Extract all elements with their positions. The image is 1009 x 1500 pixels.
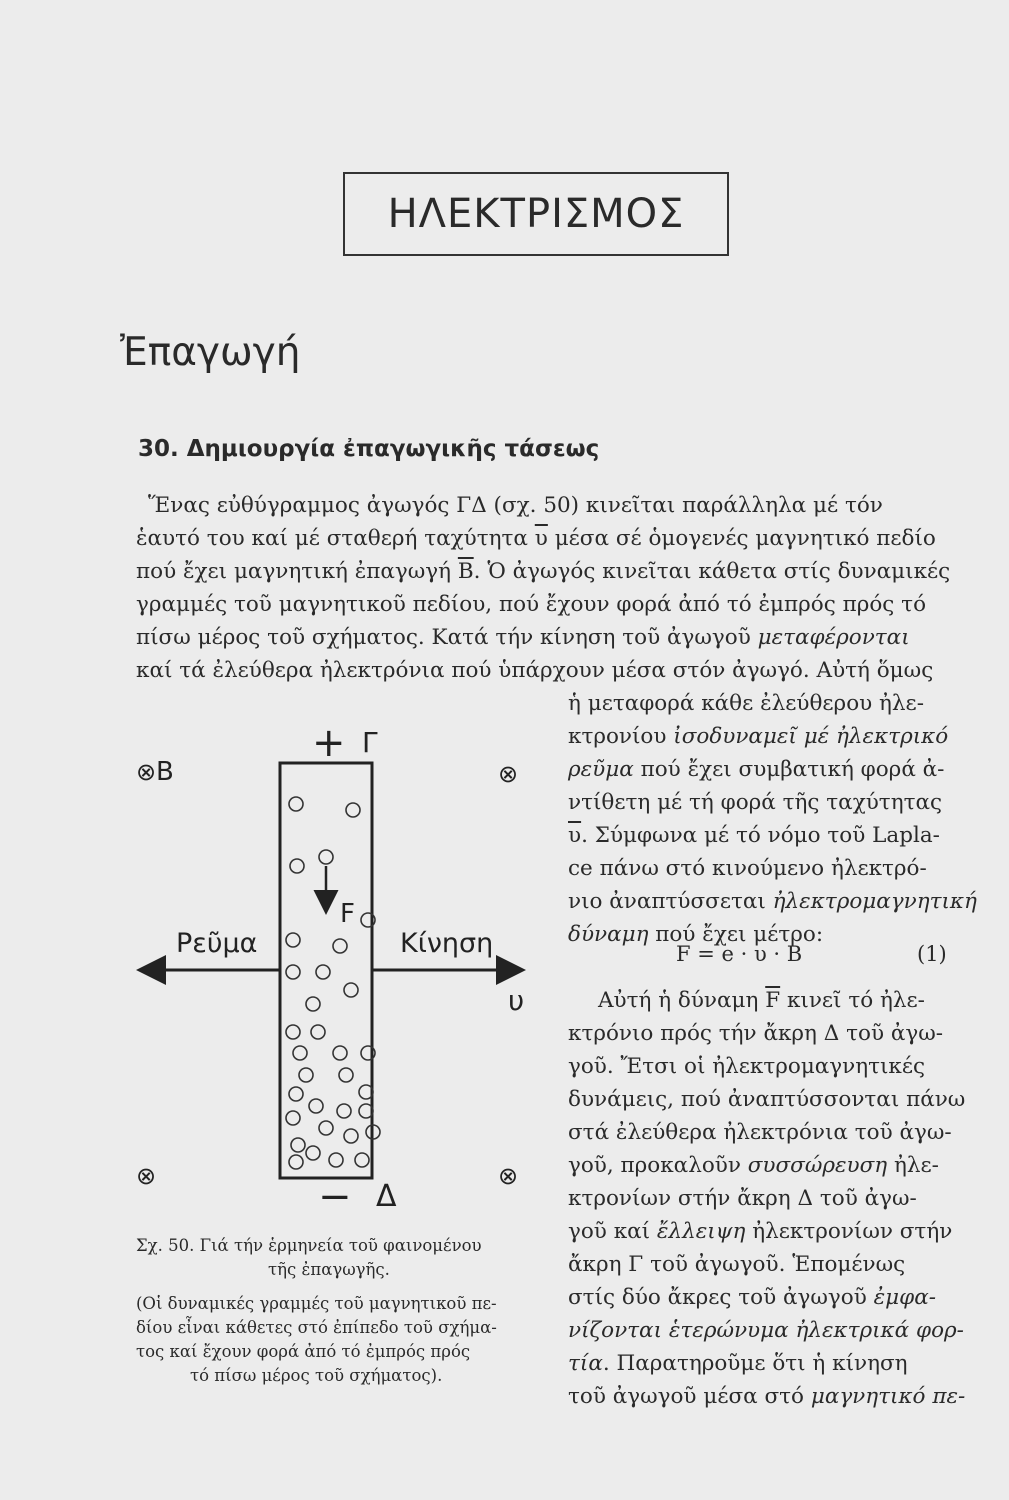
body-line: δύναμη πού ἔχει μέτρο: (568, 922, 824, 947)
body-line: γοῦ καί ἔλλειψη ἠλεκτρονίων στήν (568, 1219, 953, 1244)
body-line: ἄκρη Γ τοῦ ἀγωγοῦ. Ἑπομένως (568, 1252, 906, 1277)
body-line: στά ἐλεύθερα ἠλεκτρόνια τοῦ ἀγω- (568, 1120, 952, 1145)
label-motion: Κίνηση (400, 928, 494, 959)
conductor-rod (280, 763, 372, 1178)
body-line: δυνάμεις, πού ἀναπτύσσονται πάνω (568, 1087, 966, 1112)
label-delta: Δ (376, 1179, 397, 1214)
electrons (286, 797, 380, 1169)
velocity-vector: $\overline{\upsilon}$ (568, 823, 582, 848)
body-line: νίζονται ἑτερώνυμα ἠλεκτρικά φορ- (568, 1318, 964, 1343)
body-line: κτρόνιο πρός τήν ἄκρη Δ τοῦ ἀγω- (568, 1021, 944, 1046)
body-line: ντίθετη μέ τή φορά τῆς ταχύτητας (568, 790, 943, 815)
body-line: Ἕνας εὐθύγραμμος ἀγωγός ΓΔ (σχ. 50) κινεῖται παράλληλα μέ τόν (148, 493, 883, 518)
body-line: τία. Παρατηροῦμε ὅτι ἡ κίνηση (568, 1351, 908, 1376)
section-title: 30. Δημιουργία ἐπαγωγικῆς τάσεως (138, 436, 600, 462)
figure-caption: τῆς ἐπαγωγῆς. (268, 1260, 390, 1279)
equation-number: (1) (917, 942, 947, 966)
field-symbol-label: ⊗ (136, 758, 157, 786)
force-equation: F = e · υ · B (676, 942, 803, 966)
body-line: κτρονίου ἰσοδυναμεῖ μέ ἠλεκτρικό (568, 724, 949, 749)
body-line: γοῦ, προκαλοῦν συσσώρευση ἠλε- (568, 1153, 939, 1178)
body-line: ἡ μεταφορά κάθε ἐλεύθερου ἠλε- (568, 691, 924, 716)
plus-sign: + (312, 720, 346, 766)
label-gamma: Γ (362, 726, 378, 759)
minus-sign: − (318, 1174, 352, 1220)
figure-caption: Σχ. 50. Γιά τήν ἑρμηνεία τοῦ φαινομένου (136, 1236, 482, 1255)
body-line: νιο ἀναπτύσσεται ἠλεκτρομαγνητική (568, 889, 977, 914)
field-symbol-bottom-right: ⊗ (498, 1162, 519, 1190)
velocity-vector: $\overline{\upsilon}$ (534, 526, 548, 551)
body-line: ρεῦμα πού ἔχει συμβατική φορά ἀ- (568, 757, 945, 782)
chapter-banner: ΗΛΕΚΤΡΙΣΜΟΣ (343, 172, 729, 256)
body-line: ce πάνω στό κινούμενο ἠλεκτρό- (568, 856, 927, 881)
label-u: υ (508, 984, 525, 1017)
body-line: γραμμές τοῦ μαγνητικοῦ πεδίου, πού ἔχουν φορά ἀπό τό ἐμπρός πρός τό (136, 592, 927, 617)
body-line: πού ἔχει μαγνητική ἐπαγωγή $\overline{B}$. Ὁ ἀγωγός κινεῖται κάθετα στίς δυναμικές (136, 559, 951, 584)
body-line: ἑαυτό του καί μέ σταθερή ταχύτητα $\overline{\upsilon}$ μέσα σέ ὁμογενές μαγνητικό πεδίο (136, 526, 936, 551)
body-line: πίσω μέρος τοῦ σχήματος. Κατά τήν κίνηση τοῦ ἀγωγοῦ μεταφέρονται (136, 625, 910, 650)
magnetic-induction-vector: $\overline{B}$ (457, 559, 474, 584)
figure-caption-note: (Οἱ δυναμικές γραμμές τοῦ μαγνητικοῦ πε- (136, 1294, 497, 1313)
figure-caption-note: τος καί ἔχουν φορά ἀπό τό ἐμπρός πρός (136, 1342, 471, 1361)
body-line: $\overline{\upsilon}$. Σύμφωνα μέ τό νόμο τοῦ Lapla- (568, 823, 940, 848)
label-f: F (340, 899, 355, 929)
force-vector: $\overline{F}$ (765, 988, 781, 1013)
chapter-title: Ἐπαγωγή (120, 330, 301, 375)
field-symbol-top-right: ⊗ (498, 760, 519, 788)
body-line: στίς δύο ἄκρες τοῦ ἀγωγοῦ ἐμφα- (568, 1285, 936, 1310)
body-line: καί τά ἐλεύθερα ἠλεκτρόνια πού ὑπάρχουν μέσα στόν ἀγωγό. Αὐτή ὅμως (136, 658, 934, 683)
body-line: κτρονίων στήν ἄκρη Δ τοῦ ἀγω- (568, 1186, 917, 1211)
body-line: γοῦ. Ἔτσι οἱ ἠλεκτρομαγνητικές (568, 1054, 926, 1079)
body-line: Αὐτή ἡ δύναμη $\overline{F}$ κινεῖ τό ἠλε- (598, 988, 925, 1013)
body-line: τοῦ ἀγωγοῦ μέσα στό μαγνητικό πε- (568, 1384, 966, 1409)
figure-caption-note: τό πίσω μέρος τοῦ σχήματος). (190, 1366, 443, 1385)
field-symbol-bottom-left: ⊗ (136, 1162, 157, 1190)
label-current: Ρεῦμα (176, 928, 258, 959)
label-b: B (156, 757, 174, 787)
figure-caption-note: δίου εἶναι κάθετες στό ἐπίπεδο τοῦ σχήμα- (136, 1318, 497, 1337)
